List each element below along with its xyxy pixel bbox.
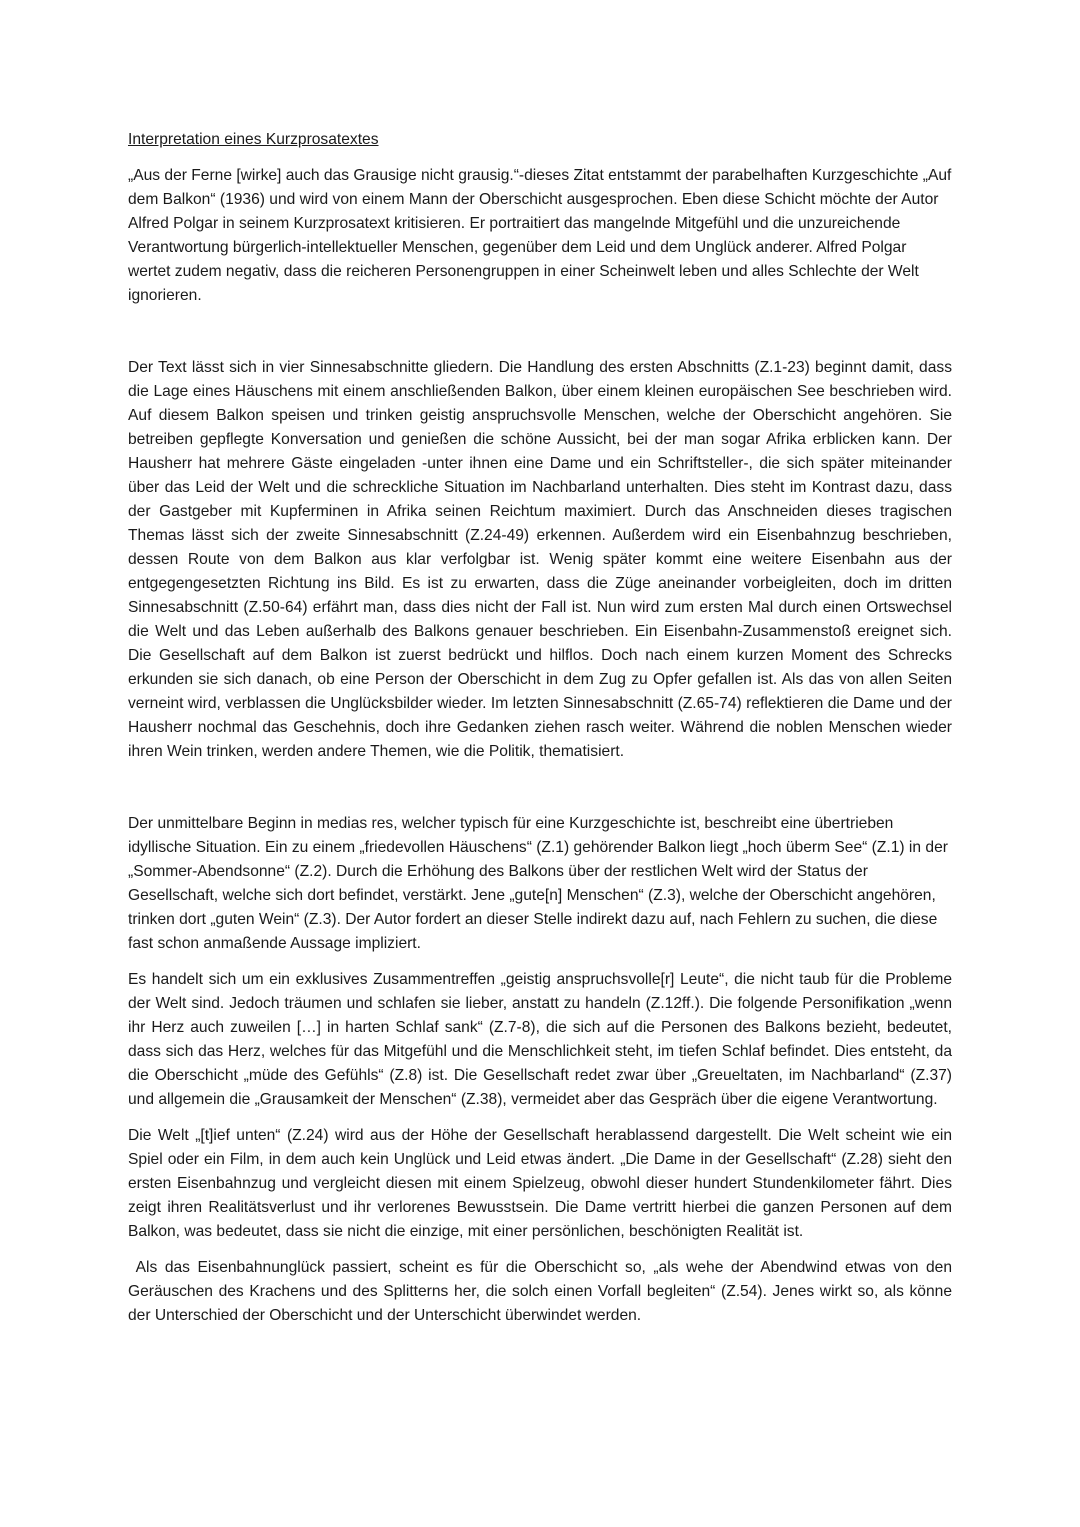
paragraph-analysis-society: Es handelt sich um ein exklusives Zusammentreffen „geistig anspruchsvolle[r] Leute“, die nicht taub für die Probleme der Welt sind. Jedoch träumen und schlafen sie lieber, anstatt zu handeln (Z.12ff.). Die folgende Personifikation „wenn ihr Herz auch zuweilen […] in harten Schlaf sank“ (Z.7-8), die sich auf die Personen des Balkons bezieht, bedeutet, dass sich das Herz, welches für das Mitgefühl und die Menschlichkeit steht, im tiefen Schlaf befindet. Dies entsteht, da die Oberschicht „müde des Gefühls“ (Z.8) ist. Die Gesellschaft redet zwar über „Greueltaten, im Nachbarland“ (Z.37) und allgemein die „Grausamkeit der Menschen“ (Z.38), vermeidet aber das Gespräch über die eigene Verantwortung.: [128, 971, 952, 1108]
paragraph-introduction: „Aus der Ferne [wirke] auch das Grausige nicht grausig.“-dieses Zitat entstammt der parabelhaften Kurzgeschichte „Auf dem Balkon“ (1936) und wird von einem Mann der Oberschicht ausgesprochen. Eben diese Schicht möchte der Autor Alfred Polgar in seinem Kurzprosatext kritisieren. Er portraitiert das mangelnde Mitgefühl und die unzureichende Verantwortung bürgerlich-intellektueller Menschen, gegenüber dem Leid und dem Unglück anderer. Alfred Polgar wertet zudem negativ, dass die reicheren Personengruppen in einer Scheinwelt leben und alles Schlechte der Welt ignorieren.: [128, 167, 952, 304]
paragraph-analysis-accident: Als das Eisenbahnunglück passiert, scheint es für die Oberschicht so, „als wehe der Abendwind etwas von den Geräuschen des Krachens und des Splitterns her, die solch einen Vorfall begleiten“ (Z.54). Jenes wirkt so, als könne der Unterschied der Oberschicht und der Unterschicht überwindet werden.: [128, 1259, 957, 1324]
paragraph-summary: Der Text lässt sich in vier Sinnesabschnitte gliedern. Die Handlung des ersten Abschnitts (Z.1-23) beginnt damit, dass die Lage eines Häuschens mit einem anschließenden Balkon, über einem kleinen europäischen See beschrieben wird. Auf diesem Balkon speisen und trinken geistig anspruchsvolle Menschen, welche der Oberschicht angehören. Sie betreiben gepflegte Konversation und genießen die schöne Aussicht, bei der man sogar Afrika erblicken kann. Der Hausherr hat mehrere Gäste eingeladen -unter ihnen eine Dame und ein Schriftsteller-, die sich später miteinander über das Leid der Welt und die schreckliche Situation im Nachbarland unterhalten. Dies steht im Kontrast dazu, dass der Gastgeber mit Kupferminen in Afrika seinen Reichtum maximiert. Durch das Anschneiden dieses tragischen Themas lässt sich der zweite Sinnesabschnitt (Z.24-49) erkennen. Außerdem wird ein Eisenbahnzug beschrieben, dessen Route von dem Balkon aus klar verfolgbar ist. Wenig später kommt eine weitere Eisenbahn aus der entgegengesetzten Richtung ins Bild. Es ist zu erwarten, dass die Züge aneinander vorbeigleiten, doch im dritten Sinnesabschnitt (Z.50-64) erfährt man, dass dies nicht der Fall ist. Nun wird zum ersten Mal durch einen Ortswechsel die Welt und das Leben außerhalb des Balkons genauer beschrieben. Ein Eisenbahn-Zusammenstoß ereignet sich. Die Gesellschaft auf dem Balkon ist zuerst bedrückt und hilflos. Doch nach einem kurzen Moment des Schrecks erkunden sie sich danach, ob eine Person der Oberschicht in dem Zug zu Opfer gefallen ist. Als das von allen Seiten verneint wird, verblassen die Unglücksbilder wieder. Im letzten Sinnesabschnitt (Z.65-74) reflektieren die Dame und der Hausherr nochmal das Geschehnis, doch ihre Gedanken ziehen rasch weiter. Während die noblen Menschen wieder ihren Wein trinken, werden andere Themen, wie die Politik, thematisiert.: [128, 359, 952, 760]
document-title: Interpretation eines Kurzprosatextes: [128, 131, 379, 148]
paragraph-analysis-world: Die Welt „[t]ief unten“ (Z.24) wird aus der Höhe der Gesellschaft herablassend dargestellt. Die Welt scheint wie ein Spiel oder ein Film, in dem auch kein Unglück und Leid etwas ändert. „Die Dame in der Gesellschaft“ (Z.28) sieht den ersten Eisenbahnzug und vergleicht diesen mit einem Spielzeug, obwohl dieser hundert Stundenkilometer fährt. Dies zeigt ihren Realitätsverlust und ihr verlorenes Bewusstsein. Die Dame vertritt hierbei die ganzen Personen auf dem Balkon, was bedeutet, dass sie nicht die einzige, mit einer persönlichen, beschönigten Realität ist.: [128, 1127, 952, 1240]
paragraph-analysis-beginning: Der unmittelbare Beginn in medias res, welcher typisch für eine Kurzgeschichte ist, beschreibt eine übertrieben idyllische Situation. Ein zu einem „friedevollen Häuschens“ (Z.1) gehörender Balkon liegt „hoch überm See“ (Z.1) in der „Sommer-Abendsonne“ (Z.2). Durch die Erhöhung des Balkons über der restlichen Welt wird der Status der Gesellschaft, welche sich dort befindet, verstärkt. Jene „gute[n] Menschen“ (Z.3), welche der Oberschicht angehören, trinken dort „guten Wein“ (Z.3). Der Autor fordert an dieser Stelle indirekt dazu auf, nach Fehlern zu suchen, die diese fast schon anmaßende Aussage impliziert.: [128, 815, 948, 952]
document-page: [128, 128, 957, 1328]
